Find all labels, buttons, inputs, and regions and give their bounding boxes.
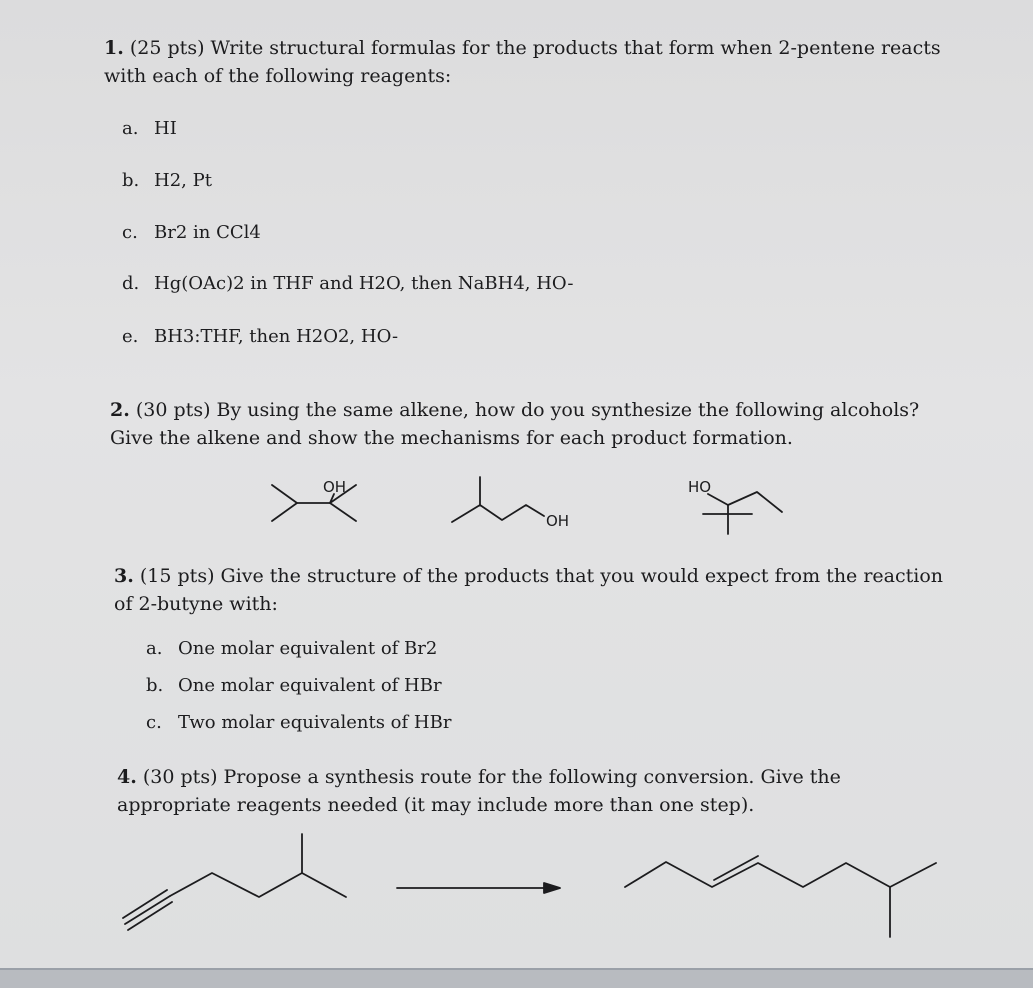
q4-starting-alkyne <box>123 834 346 930</box>
q3-item-a-text: One molar equivalent of Br2 <box>178 638 438 659</box>
q1-item-a-label: a. <box>122 118 139 139</box>
question-2-text: (30 pts) By using the same alkene, how do you synthesize the following alcohols? Give the alkene and show the mechanisms for each product formation. <box>110 399 920 449</box>
question-4-number: 4. <box>117 766 137 788</box>
page-bottom-edge <box>0 968 1033 988</box>
q3-item-a-label: a. <box>146 638 163 659</box>
question-3-number: 3. <box>114 565 134 587</box>
question-4-text: (30 pts) Propose a synthesis route for the following conversion. Give the appropriate reagents needed (it may include more than one step). <box>117 766 841 816</box>
q2-alcohol-structure-2 <box>452 477 569 530</box>
q1-item-b-label: b. <box>122 170 140 191</box>
q1-item-d-text: Hg(OAc)2 in THF and H2O, then NaBH4, HO- <box>154 273 574 294</box>
question-3-text: (15 pts) Give the structure of the products that you would expect from the reaction of 2-butyne with: <box>114 565 944 615</box>
q1-item-b-text: H2, Pt <box>154 170 212 191</box>
q2-structure-2-oh-label: OH <box>546 512 570 530</box>
q1-item-c-label: c. <box>122 222 138 243</box>
q3-item-c-text: Two molar equivalents of HBr <box>178 712 452 733</box>
question-1-text: (25 pts) Write structural formulas for the products that form when 2-pentene reacts with each of the following reagents: <box>104 37 941 87</box>
q1-item-e-text: BH3:THF, then H2O2, HO- <box>154 326 399 347</box>
q1-item-d-label: d. <box>122 273 140 294</box>
q3-item-c-label: c. <box>146 712 162 733</box>
q3-item-b-text: One molar equivalent of HBr <box>178 675 442 696</box>
question-2-number: 2. <box>110 399 130 421</box>
q3-item-b-label: b. <box>146 675 164 696</box>
q2-alcohol-structure-3 <box>688 478 782 534</box>
q2-alcohol-structure-1 <box>272 478 356 521</box>
q1-item-c-text: Br2 in CCl4 <box>154 222 261 243</box>
q2-structure-3-ho-label: HO <box>688 478 712 496</box>
q1-item-a-text: HI <box>154 118 177 139</box>
q1-item-e-label: e. <box>122 326 139 347</box>
question-1-number: 1. <box>104 37 124 59</box>
q4-reaction-arrow <box>397 883 560 893</box>
q2-structure-1-oh-label: OH <box>323 478 347 496</box>
q4-product-alkene <box>625 856 936 937</box>
